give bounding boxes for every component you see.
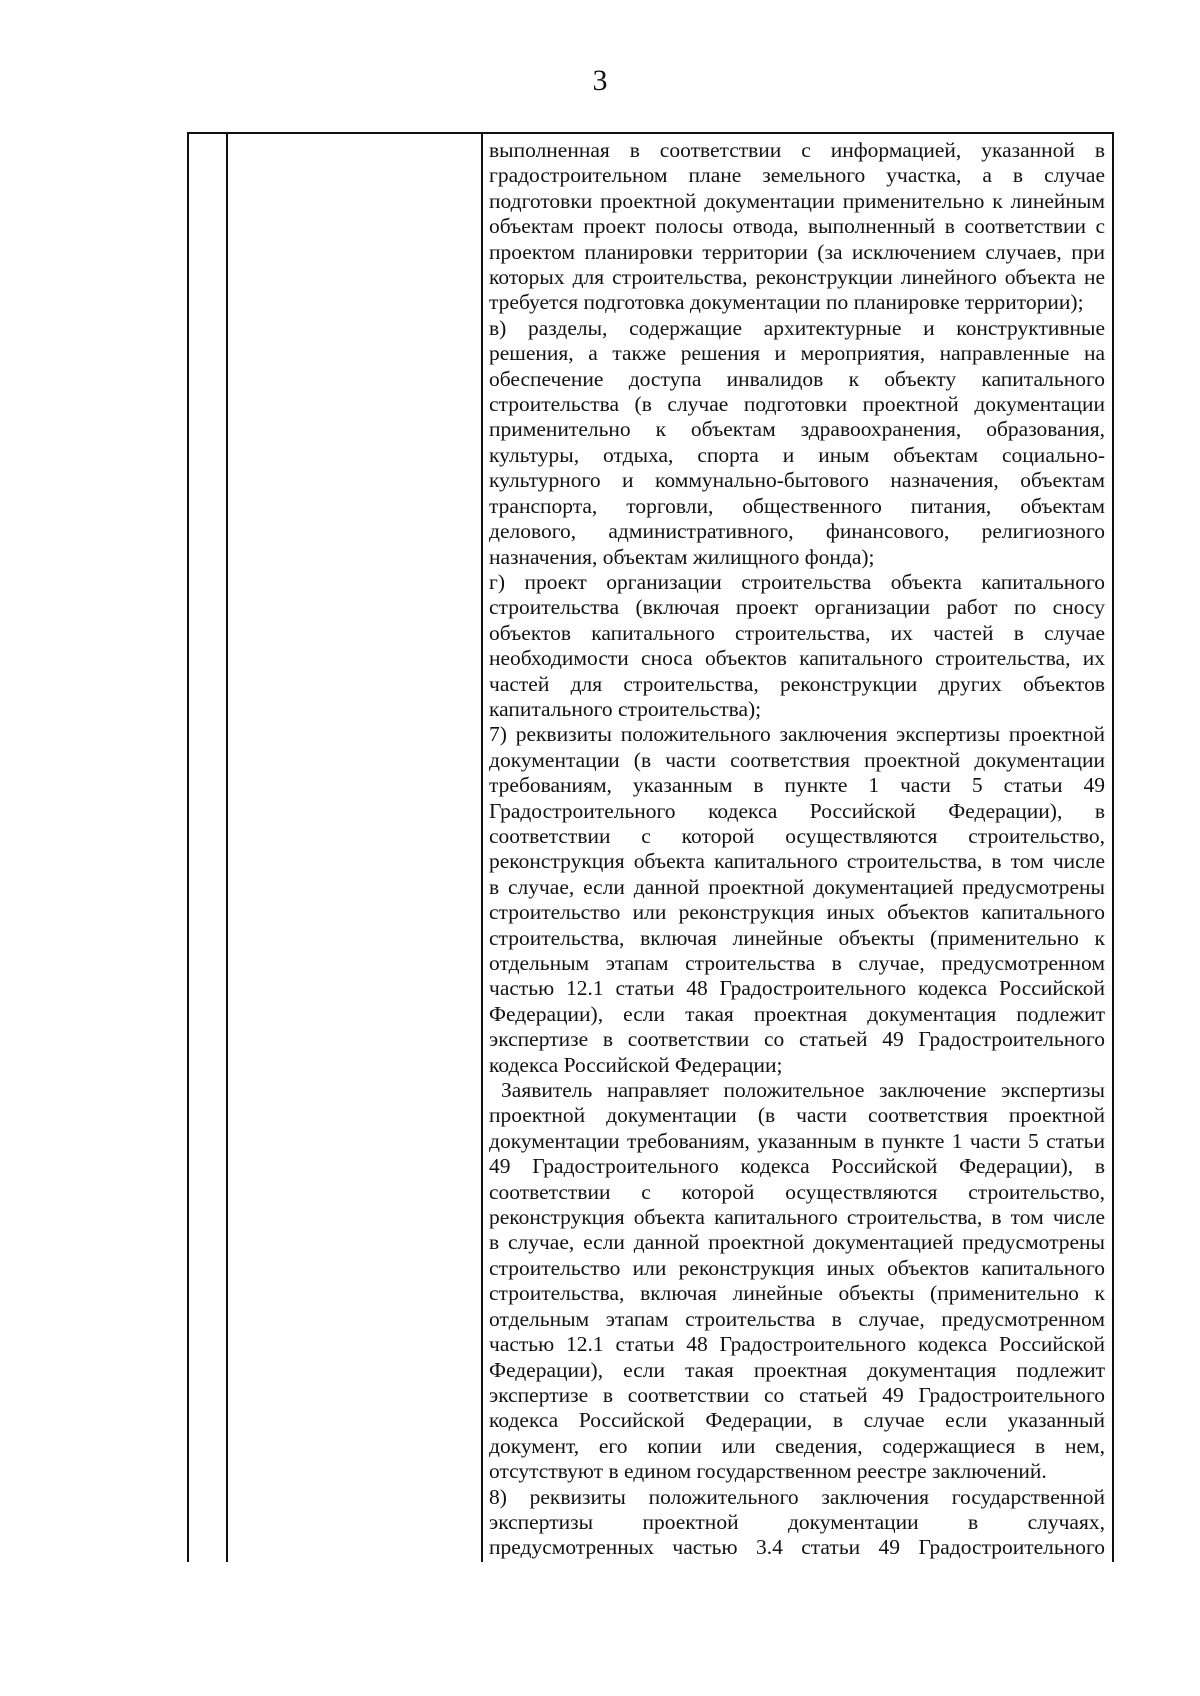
text-line: объектам проект полосы отвода, выполненный в соответствии с: [489, 214, 1105, 239]
text-line: документации (в части соответствия проектной документации: [489, 747, 1105, 772]
text-line: необходимости сноса объектов капитального строительства, их: [489, 646, 1105, 671]
text-line: обеспечение доступа инвалидов к объекту капитального: [489, 366, 1105, 391]
text-line: транспорта, торговли, общественного питания, объектам: [489, 493, 1105, 518]
text-line: строительство или реконструкция иных объектов капитального: [489, 1255, 1105, 1280]
text-line: Федерации), если такая проектная документация подлежит: [489, 1001, 1105, 1026]
text-line: которых для строительства, реконструкции линейного объекта не: [489, 265, 1105, 290]
text-line: назначения, объектам жилищного фонда);: [489, 544, 875, 569]
text-line: капитального строительства);: [489, 696, 762, 721]
document-table: [187, 132, 1114, 1562]
text-line: предусмотренных частью 3.4 статьи 49 Градостроительного: [489, 1535, 1105, 1560]
text-line: подготовки проектной документации применительно к линейным: [489, 188, 1105, 213]
text-line: соответствии с которой осуществляются строительство,: [489, 823, 1105, 848]
text-line: строительство или реконструкция иных объектов капитального: [489, 900, 1105, 925]
text-line: 49 Градостроительного кодекса Российской Федерации), в: [489, 1154, 1105, 1179]
text-line: частью 12.1 статьи 48 Градостроительного кодекса Российской: [489, 1332, 1105, 1357]
table-column-divider-2: [481, 134, 483, 1562]
text-line: отдельным этапам строительства в случае, предусмотренном: [489, 951, 1105, 975]
text-line: отдельным этапам строительства в случае, предусмотренном: [489, 1306, 1105, 1331]
table-cell-text: [489, 138, 1105, 1561]
text-line: отсутствуют в едином государственном реестре заключений.: [489, 1459, 1047, 1484]
text-line: строительства, включая линейные объекты (применительно к: [489, 925, 1105, 950]
text-line: в случае, если данной проектной документацией предусмотрены: [489, 1230, 1105, 1255]
text-line: культуры, отдыха, спорта и иным объектам социально-: [489, 442, 1105, 467]
text-line: частей для строительства, реконструкции других объектов: [489, 671, 1105, 696]
text-line: делового, административного, финансового, религиозного: [489, 519, 1105, 544]
text-line: градостроительном плане земельного участка, а в случае: [489, 163, 1105, 188]
table-column-divider-1: [226, 134, 228, 1562]
text-line: реконструкция объекта капитального строительства, в том числе: [489, 849, 1105, 874]
text-line: выполненная в соответствии с информацией, указанной в: [489, 138, 1105, 162]
text-line: соответствии с которой осуществляются строительство,: [489, 1179, 1105, 1204]
text-line: 7) реквизиты положительного заключения экспертизы проектной: [489, 722, 1105, 747]
text-line: культурного и коммунально-бытового назначения, объектам: [489, 468, 1105, 493]
text-line: проектом планировки территории (за исключением случаев, при: [489, 239, 1105, 264]
text-line: решения, а также решения и мероприятия, направленные на: [489, 341, 1105, 366]
text-line: проектной документации (в части соответствия проектной: [489, 1103, 1105, 1128]
text-line: 8) реквизиты положительного заключения государственной: [489, 1484, 1105, 1509]
text-line: г) проект организации строительства объекта капитального: [489, 569, 1105, 594]
text-line: применительно к объектам здравоохранения, образования,: [489, 417, 1105, 442]
text-line: объектов капитального строительства, их частей в случае: [489, 620, 1105, 645]
text-line: экспертизе в соответствии со статьей 49 Градостроительного: [489, 1382, 1105, 1407]
text-line: требуется подготовка документации по планировке территории);: [489, 290, 1084, 315]
page-number: 3: [592, 64, 608, 97]
text-line: документ, его копии или сведения, содержащиеся в нем,: [489, 1433, 1105, 1458]
text-line: строительства (включая проект организации работ по сносу: [489, 595, 1105, 620]
text-line: реконструкция объекта капитального строительства, в том числе: [489, 1205, 1105, 1230]
text-line: документации требованиям, указанным в пункте 1 части 5 статьи: [489, 1128, 1105, 1153]
text-line: в случае, если данной проектной документацией предусмотрены: [489, 874, 1105, 899]
text-line: строительства, включая линейные объекты (применительно к: [489, 1281, 1105, 1306]
text-line: Федерации), если такая проектная документация подлежит: [489, 1357, 1105, 1382]
text-line: кодекса Российской Федерации, в случае если указанный: [489, 1408, 1105, 1433]
text-line: частью 12.1 статьи 48 Градостроительного кодекса Российской: [489, 976, 1105, 1001]
text-line: Заявитель направляет положительное заключение экспертизы: [501, 1078, 1105, 1103]
text-line: экспертизе в соответствии со статьей 49 Градостроительного: [489, 1027, 1105, 1052]
text-line: требованиям, указанным в пункте 1 части 5 статьи 49: [489, 773, 1105, 798]
text-line: строительства (в случае подготовки проектной документации: [489, 392, 1105, 417]
text-line: экспертизы проектной документации в случаях,: [489, 1509, 1105, 1534]
text-line: Градостроительного кодекса Российской Федерации), в: [489, 798, 1105, 823]
text-line: кодекса Российской Федерации;: [489, 1052, 783, 1077]
text-line: в) разделы, содержащие архитектурные и конструктивные: [489, 315, 1105, 340]
